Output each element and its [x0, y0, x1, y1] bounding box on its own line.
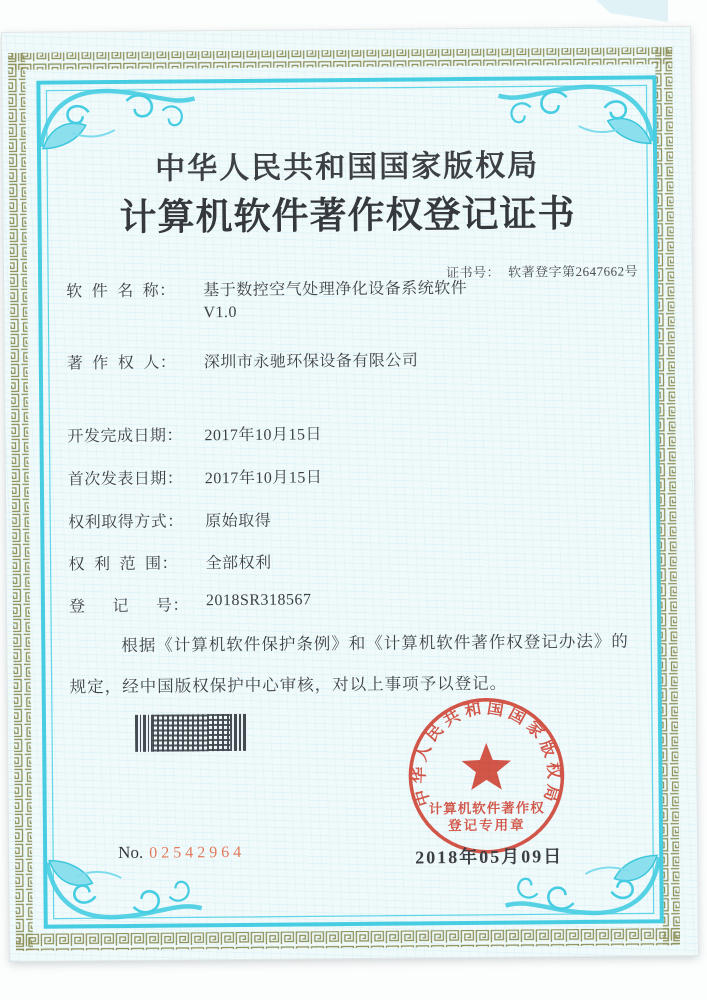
certificate-number-value: 软著登字第2647662号 — [508, 263, 639, 280]
barcode-data-area — [152, 714, 230, 752]
statement-line-1: 根据《计算机软件保护条例》和《计算机软件著作权登记办法》的 — [121, 631, 629, 656]
serial-number-line — [118, 842, 245, 863]
field-value: 全部权利 — [205, 554, 272, 573]
serial-prefix: No. — [118, 842, 144, 863]
seal-ring-text: 中华人民共和国国家版权局 — [409, 698, 564, 809]
issue-date: 2018年05月09日 — [415, 846, 564, 868]
seal-caption-line-1: 计算机软件著作权 — [428, 800, 545, 817]
certificate-content — [2, 27, 698, 961]
official-seal — [401, 690, 572, 861]
field-value: 原始取得 — [205, 512, 272, 531]
certificate-title: 计算机软件著作权登记证书 — [119, 194, 576, 239]
pdf417-barcode-icon — [135, 714, 247, 752]
barcode-guard-right — [230, 714, 247, 751]
field-value: 深圳市永驰环保设备有限公司 — [203, 352, 419, 372]
field-row-rights-scope — [68, 551, 272, 575]
field-label: 权利取得方式： — [68, 513, 184, 532]
software-version: V1.0 — [203, 303, 238, 322]
field-row-registration-number — [68, 591, 312, 616]
field-row-rights-acquisition — [68, 508, 272, 532]
seal-caption-line-2: 登记专用章 — [448, 817, 526, 834]
field-value: 基于数控空气处理净化设备系统软件 — [203, 279, 468, 300]
field-row-copyright-owner — [66, 350, 419, 374]
field-value: 2017年10月15日 — [204, 426, 323, 445]
field-label: 著 作 权 人： — [66, 354, 177, 373]
certificate-number-label: 证书号： — [446, 264, 501, 281]
field-row-first-publish-date — [67, 465, 323, 489]
serial-number: 02542964 — [149, 843, 246, 862]
issuing-authority: 中华人民共和国国家版权局 — [155, 149, 540, 186]
field-label: 首次发表日期： — [67, 470, 184, 489]
field-label: 软 件 名 称： — [66, 282, 176, 301]
field-value: 2018SR318567 — [205, 591, 312, 610]
field-row-software-name — [66, 278, 468, 302]
field-value: 2017年10月15日 — [204, 469, 323, 488]
barcode-guard-left — [135, 715, 152, 752]
field-label: 开发完成日期： — [67, 427, 184, 446]
certificate-page — [2, 27, 698, 961]
star-icon — [461, 743, 511, 790]
field-label: 权 利 范 围： — [68, 555, 179, 574]
field-row-dev-complete-date — [67, 422, 323, 446]
field-label: 登 记 号： — [68, 597, 190, 616]
statement-line-2: 规定，经中国版权保护中心审核，对以上事项予以登记。 — [69, 673, 508, 697]
scan-artifact — [596, 0, 668, 22]
